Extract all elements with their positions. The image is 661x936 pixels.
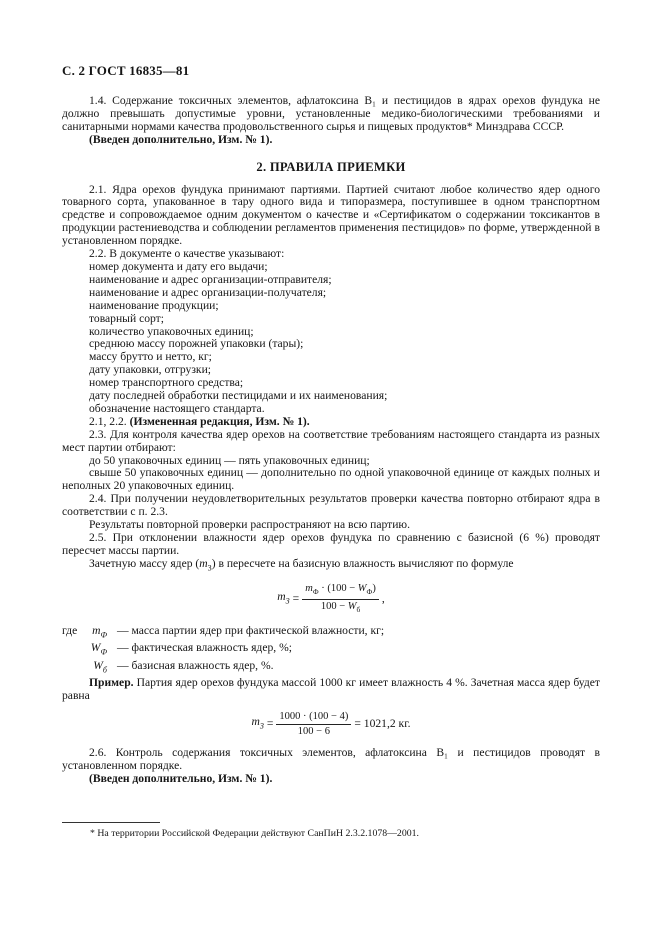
example-formula: $m_3$ = $\frac{1000 \cdot (100 - 4)}{100 - 6}$ = 1021,2 кг. (251, 710, 411, 737)
clause-2-1: 2.1. Ядра орехов фундука принимают партиями. Партией считают любое количество ядер одного товарного сорта, упакованное в тару одного вида и типоразмера, поступившее в одном транспортном средстве и сопровождаемое одним документом о качестве и «Сертификатом о содержании токсикантов в продукции растениеводства и соблюдении регламентов применения пестицидов» по форме, утвержденной в установленном порядке. (62, 182, 600, 248)
moisture-formula: $m_3$ = $\frac{m_Ф \cdot (100 - W_Ф)}{100 - W_б}$ , (277, 583, 385, 615)
formula-legend (62, 625, 600, 677)
formula-fraction: $\frac{1000 \cdot (100 - 4)}{100 - 6}$ (276, 711, 351, 738)
formula-fraction: $\frac{m_Ф \cdot (100 - W_Ф)}{100 - W_б}$ (302, 583, 379, 616)
amendment-note-2-1-2-2 (62, 416, 600, 429)
legend-row: $W_б$ — базисная влажность ядер, %. (93, 658, 274, 674)
list-item: номер документа и дату его выдачи; (89, 259, 268, 273)
clause-2-5-formula-intro: Зачетную массу ядер $(m_3)$ в пересчете на базисную влажность вычисляют по формуле (89, 556, 514, 573)
list-item: товарный сорт; (89, 311, 164, 325)
clause-2-3-item-1: до 50 упаковочных единиц — пять упаковочных единиц; (89, 453, 370, 467)
list-item: обозначение настоящего стандарта. (89, 401, 265, 415)
legend-row: $W_Ф$ — фактическая влажность ядер, %; (90, 641, 292, 657)
clause-2-4: 2.4. При получении неудовлетворительных результатов проверки качества повторно отбирают ядра в соответствии с п. 2.3. (62, 492, 600, 519)
section-title: 2. ПРАВИЛА ПРИЕМКИ (256, 159, 406, 174)
clause-1-4: 1.4. Содержание токсичных элементов, афлатоксина B₁ и пестицидов в ядрах орехов фундука не должно превышать допустимые уровни, установленные медико-биологическими требованиями и санитарными нормами качества продовольственного сырья и пищевых продуктов* Минздрава СССР. (62, 94, 600, 133)
example: Пример. Партия ядер орехов фундука массой 1000 кг имеет влажность 4 %. Зачетная масса ядер будет равна (62, 675, 600, 702)
list-item: дату последней обработки пестицидами и их наименования; (89, 389, 388, 403)
list-item: наименование и адрес организации-отправителя; (89, 272, 332, 286)
amendment-prefix: 2.1, 2.2. (89, 414, 127, 428)
clause-2-3-intro: 2.3. Для контроля качества ядер орехов на соответствие требованиям настоящего стандарта из разных мест партии отбирают: (62, 427, 600, 454)
amendment-note-2-6: (Введен дополнительно, Изм. № 1). (89, 771, 273, 785)
clause-2-5: 2.5. При отклонении влажности ядер орехов фундука по сравнению с базисной (6 %) проводят пересчет массы партии. (62, 531, 600, 557)
footnote-divider (62, 822, 160, 823)
amendment-label: (Измененная редакция, Изм. № 1). (129, 414, 310, 428)
page-header: С. 2 ГОСТ 16835—81 (62, 63, 190, 78)
legend-row: где $m_Ф$ — масса партии ядер при фактической влажности, кг; (62, 624, 385, 640)
footnote: * На территории Российской Федерации действуют СанПиН 2.3.2.1078—2001. (90, 828, 419, 839)
clause-2-6: 2.6. Контроль содержания токсичных элементов, афлатоксина B₁ и пестицидов проводят в установленном порядке. (62, 745, 600, 772)
document-body (62, 95, 600, 785)
list-item: массу брутто и нетто, кг; (89, 350, 212, 364)
clause-2-2-intro: 2.2. В документе о качестве указывают: (89, 247, 285, 261)
list-item: дату упаковки, отгрузки; (89, 363, 211, 377)
clause-2-2-list (62, 261, 600, 416)
list-item: наименование и адрес организации-получателя; (89, 285, 327, 299)
clause-2-3-item-2: свыше 50 упаковочных единиц — дополнительно по одной упаковочной единице от каждых полных и неполных 20 упаковочных единиц. (62, 466, 600, 493)
list-item: наименование продукции; (89, 298, 219, 312)
list-item: номер транспортного средства; (89, 376, 244, 390)
list-item: количество упаковочных единиц; (89, 324, 254, 338)
list-item: среднюю массу порожней упаковки (тары); (89, 337, 304, 351)
clause-2-4-result: Результаты повторной проверки распространяют на всю партию. (89, 518, 410, 532)
amendment-note-1-4: (Введен дополнительно, Изм. № 1). (89, 132, 273, 146)
